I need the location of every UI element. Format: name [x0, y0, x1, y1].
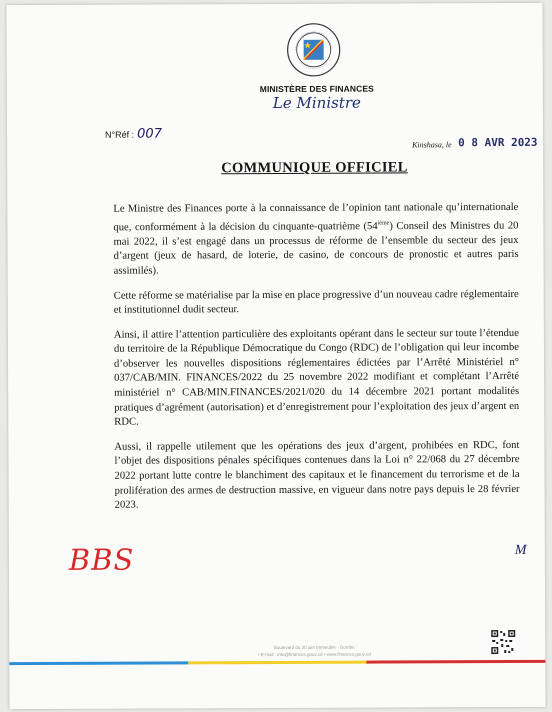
paragraph-3: Ainsi, il attire l’attention particulière des exploitants opérant dans le secteur sur toute l’étendue du territoire de la République Démocratique du Congo (RDC) de l’obligation qui leur incombe d’observer les nouvelles dispositions réglementaires édictées par l’Arrêté Ministériel n° 037/CAB/MIN. FINANCES/2022 du 25 novembre 2022 modifiant et complétant l’Arrêté ministériel n° CAB/MIN.FINANCES/2021/020 du 14 décembre 2021 portant modalités pratiques d’agrément (autorisation) et d’enregistrement pour l’exploitation des jeux d’argent en RDC. [113, 327, 520, 428]
stripe-yellow [188, 661, 367, 665]
qr-code-icon [490, 629, 516, 655]
paragraph-1-part-b: ) Conseil des Ministres du 20 mai 2022, il s’est engagé dans un processus de réforme de l’ensemble du secteur des jeux d’argent (jeux de hasard, de loterie, de casino, de concours de pronostic et autres paris assimilés). [113, 220, 519, 277]
ordinal-superscript: ième [377, 220, 390, 227]
republic-seal-icon [286, 22, 342, 78]
footer-address [229, 643, 399, 658]
flag-color-stripe [9, 660, 545, 665]
reference-line [105, 126, 162, 141]
reference-label: N°Réf : [105, 129, 135, 140]
date-stamp: 0 8 AVR 2023 [458, 135, 538, 150]
reference-number: 007 [137, 126, 163, 142]
dateline-place: Kinshasa, le [412, 140, 452, 150]
minister-script-title: Le Ministre [272, 93, 361, 113]
paragraph-4: Aussi, il rappelle utilement que les opérations des jeux d’argent, prohibées en RDC, font l’objet des dispositions pénales spécifiques contenues dans la Loi n° 22/068 du 27 décembre 2022 portant lutte contre le blanchiment des capitaux et le financement du terrorisme et de la prolifération des armes de destruction massive, en vigueur dans notre pays depuis le 28 février 2023. [114, 439, 520, 511]
stripe-blue [9, 661, 188, 665]
footer-line-1: Boulevard du 30 juin Immeuble · Gombe [273, 644, 355, 651]
bbs-watermark: BBS [68, 542, 135, 577]
paragraph-1 [113, 201, 518, 279]
letter-page [6, 3, 545, 709]
paragraph-1-part-a: Le Ministre des Finances porte à la connaissance de l’opinion tant nationale qu’internationale que, conformément à la décision du cinquante-quatrième (54 [113, 201, 519, 233]
handwritten-initials: M [514, 542, 527, 558]
stripe-red [367, 660, 546, 664]
communique-body [113, 201, 519, 524]
footer-line-2: • E-mail : info@finances.gouv.cd • www.finances.gouv.cd [257, 651, 371, 658]
ministry-name: MINISTÈRE DES FINANCES [259, 83, 374, 95]
paragraph-2: Cette réforme se matérialise par la mise en place progressive d’un nouveau cadre réglementaire et institutionnel dudit secteur. [113, 288, 519, 316]
document-title: COMMUNIQUE OFFICIEL [221, 159, 408, 177]
